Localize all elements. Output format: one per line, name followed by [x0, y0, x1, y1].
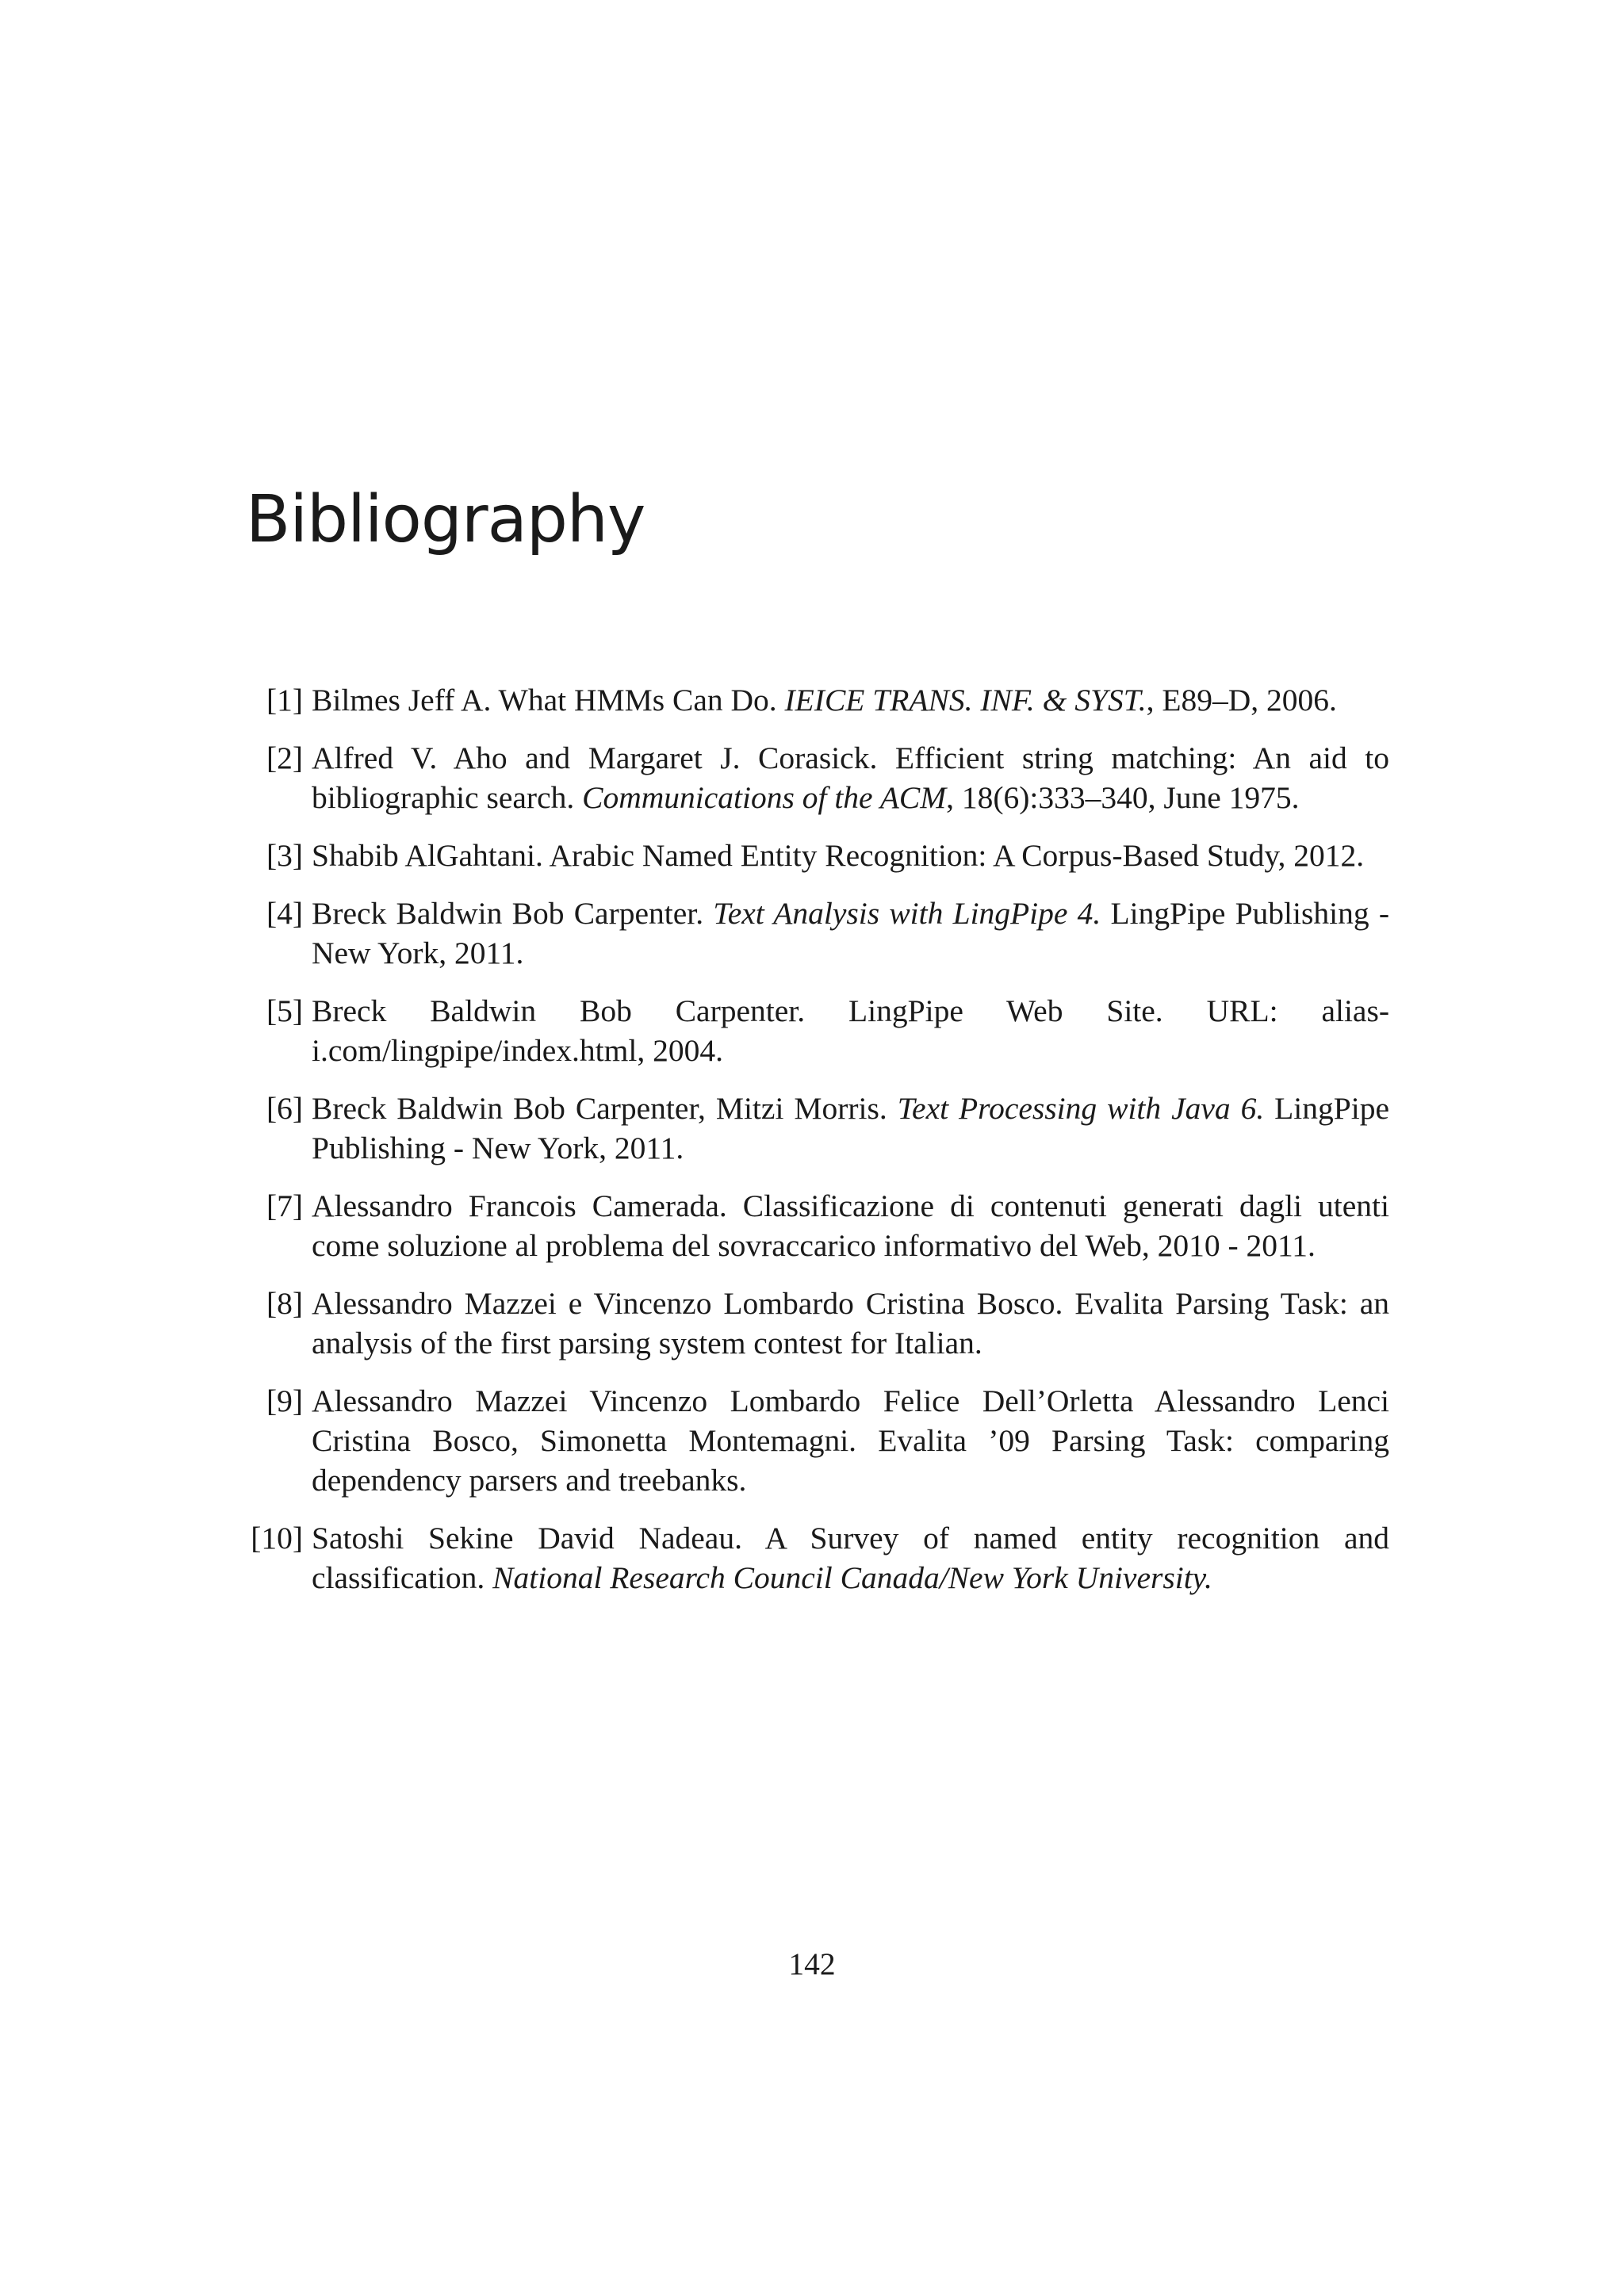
bib-entry-8	[238, 1284, 1389, 1363]
bib-entry-main: Breck Baldwin Bob Carpenter. LingPipe Web Site. URL: alias-i.com/lingpipe/index.html, 2004.	[312, 993, 1389, 1068]
bib-entry-text	[312, 1381, 1389, 1500]
bib-entry-4	[238, 894, 1389, 973]
bib-entry-venue: IEICE TRANS. INF. & SYST.	[784, 683, 1147, 718]
bib-entry-venue: Text Analysis with LingPipe 4.	[713, 896, 1101, 931]
bibliography-list	[238, 680, 1389, 1616]
bib-entry-venue: National Research Council Canada/New York University.	[492, 1560, 1212, 1595]
bib-entry-number: [3]	[266, 838, 303, 873]
bib-entry-number: [9]	[266, 1383, 303, 1418]
bib-entry-number: [5]	[266, 993, 303, 1028]
bib-entry-details: , 18(6):333–340, June 1975.	[946, 780, 1300, 815]
bib-entry-details: LingPipe Publishing - New York, 2011.	[312, 1091, 1389, 1165]
chapter-title: Bibliography	[246, 482, 645, 557]
bib-entry-main: Shabib AlGahtani. Arabic Named Entity Recognition: A Corpus-Based Study, 2012.	[312, 838, 1365, 873]
bib-entry-9	[238, 1381, 1389, 1500]
bib-entry-main: Satoshi Sekine David Nadeau. A Survey of named entity recognition and classification.	[312, 1521, 1389, 1595]
bib-entry-6	[238, 1089, 1389, 1168]
bib-entry-text	[312, 680, 1389, 720]
bib-entry-main: Alfred V. Aho and Margaret J. Corasick. Efficient string matching: An aid to bibliographic search.	[312, 740, 1389, 815]
bib-entry-text	[312, 1089, 1389, 1168]
bib-entry-1	[238, 680, 1389, 720]
bib-entry-7	[238, 1186, 1389, 1265]
bib-entry-number: [1]	[266, 683, 303, 718]
bib-entry-10	[238, 1518, 1389, 1598]
bib-entry-2	[238, 738, 1389, 817]
bib-entry-number: [10]	[251, 1521, 303, 1556]
bib-entry-text	[312, 894, 1389, 973]
bib-entry-details: , E89–D, 2006.	[1146, 683, 1337, 718]
bib-entry-details: LingPipe Publishing - New York, 2011.	[312, 896, 1389, 970]
bib-entry-text	[312, 1518, 1389, 1598]
bib-entry-3	[238, 836, 1389, 875]
bib-entry-number: [4]	[266, 896, 303, 931]
bib-entry-main: Alessandro Mazzei Vincenzo Lombardo Felice Dell’Orletta Alessandro Lenci Cristina Bosco, Simonetta Montemagni. Evalita ’09 Parsing Task: comparing dependency parsers and treebanks.	[312, 1383, 1389, 1498]
bib-entry-venue: Communications of the ACM	[582, 780, 947, 815]
bib-entry-main: Alessandro Mazzei e Vincenzo Lombardo Cristina Bosco. Evalita Parsing Task: an analysis of the first parsing system contest for Italian.	[312, 1286, 1389, 1360]
bib-entry-venue: Text Processing with Java 6.	[897, 1091, 1265, 1126]
bib-entry-text	[312, 738, 1389, 817]
bib-entry-main: Alessandro Francois Camerada. Classificazione di contenuti generati dagli utenti come soluzione al problema del sovraccarico informativo del Web, 2010 - 2011.	[312, 1188, 1389, 1263]
bib-entry-number: [6]	[266, 1091, 303, 1126]
bib-entry-number: [7]	[266, 1188, 303, 1223]
bib-entry-text	[312, 1284, 1389, 1363]
bib-entry-text	[312, 991, 1389, 1070]
bib-entry-text	[312, 1186, 1389, 1265]
bib-entry-5	[238, 991, 1389, 1070]
bib-entry-number: [8]	[266, 1286, 303, 1321]
bib-entry-text	[312, 836, 1389, 875]
bib-entry-main: Breck Baldwin Bob Carpenter.	[312, 896, 714, 931]
bib-entry-main: Bilmes Jeff A. What HMMs Can Do.	[312, 683, 785, 718]
page-number: 142	[788, 1946, 836, 1981]
bib-entry-number: [2]	[266, 740, 303, 775]
bib-entry-main: Breck Baldwin Bob Carpenter, Mitzi Morris.	[312, 1091, 898, 1126]
